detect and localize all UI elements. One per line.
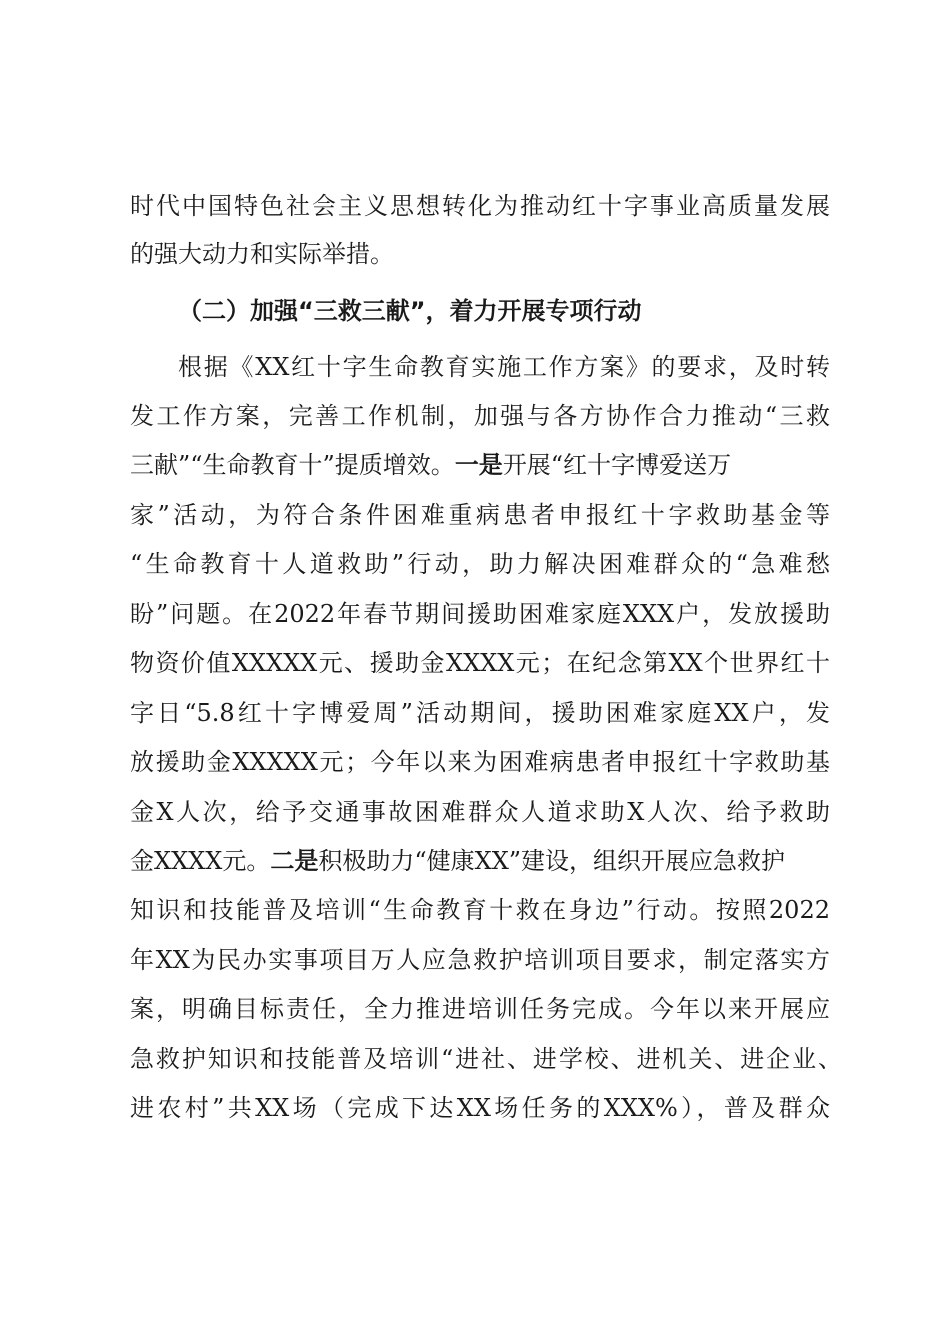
paragraph-line: 盼”问题。在2022年春节期间援助困难家庭XXX户，发放援助 [130, 600, 830, 628]
paragraph-line: 根据《XX红十字生命教育实施工作方案》的要求，及时转 [178, 353, 830, 381]
paragraph-line: “生命教育十人道救助”行动，助力解决困难群众的“急难愁 [130, 550, 830, 578]
emphasis-second: 二是 [270, 846, 319, 875]
paragraph-text: 金XXXX元。 [130, 847, 271, 875]
paragraph-line: 年XX为民办实事项目万人应急救护培训项目要求，制定落实方 [130, 946, 830, 974]
paragraph-text: 开展“红十字博爱送万 [502, 451, 732, 479]
paragraph-line: 知识和技能普及培训“生命教育十救在身边”行动。按照2022 [130, 896, 830, 924]
paragraph-line: 急救护知识和技能普及培训“进社、进学校、进机关、进企业、 [130, 1045, 842, 1073]
paragraph-line: 放援助金XXXXX元；今年以来为困难病患者申报红十字救助基 [130, 748, 830, 776]
paragraph-line: 时代中国特色社会主义思想转化为推动红十字事业高质量发展 [130, 192, 830, 220]
paragraph-line: 的强大动力和实际举措。 [130, 240, 394, 268]
paragraph-line: 进农村”共XX场（完成下达XX场任务的XXX%），普及群众 [130, 1094, 830, 1122]
paragraph-text: 积极助力“健康XX”建设，组织开展应急救护 [318, 847, 786, 875]
paragraph-line: 家”活动，为符合条件困难重病患者申报红十字救助基金等 [130, 501, 830, 529]
paragraph-line [130, 837, 830, 885]
paragraph-line: 字日“5.8红十字博爱周”活动期间，援助困难家庭XX户，发 [130, 699, 830, 727]
paragraph-text: 三献”“生命教育十”提质增效。 [130, 451, 455, 479]
paragraph-line [130, 441, 830, 489]
paragraph-line: 金X人次，给予交通事故困难群众人道求助X人次、给予救助 [130, 798, 830, 826]
paragraph-line: 发工作方案，完善工作机制，加强与各方协作合力推动“三救 [130, 402, 830, 430]
emphasis-first: 一是 [454, 450, 503, 479]
paragraph-line: 物资价值XXXXX元、援助金XXXX元；在纪念第XX个世界红十 [130, 649, 830, 677]
section-heading: （二）加强“三救三献”，着力开展专项行动 [178, 297, 642, 325]
paragraph-line: 案，明确目标责任，全力推进培训任务完成。今年以来开展应 [130, 995, 830, 1023]
